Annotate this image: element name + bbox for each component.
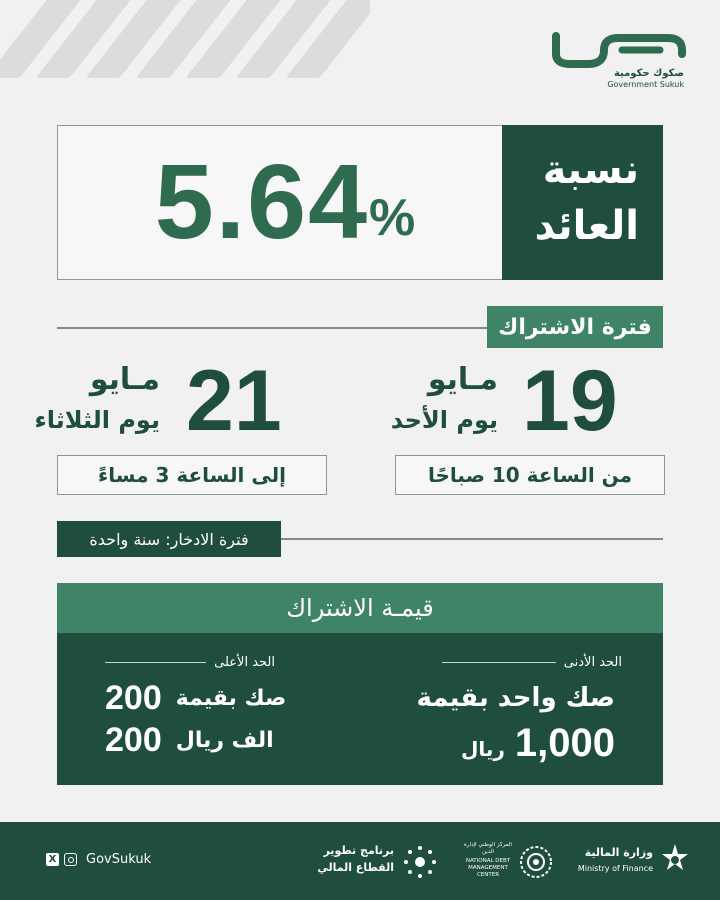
min-label-row <box>442 655 622 670</box>
mof-emblem-icon <box>657 842 693 878</box>
instagram-icon <box>64 853 77 866</box>
yield-label-line2: العائد <box>534 203 639 249</box>
min-unit: ريال <box>461 737 505 761</box>
subscription-value-title: قيمـة الاشتراك <box>57 583 663 633</box>
max-label-row <box>105 655 275 670</box>
start-time-box <box>395 455 665 495</box>
footer <box>0 822 720 900</box>
yield-percent: % <box>369 188 416 247</box>
yield-label-box <box>502 125 663 280</box>
max-line1 <box>105 679 286 718</box>
mof-logo <box>575 838 695 886</box>
mof-english: Ministry of Finance <box>577 864 653 873</box>
savings-period-badge: فترة الادخار: سنة واحدة <box>57 521 281 557</box>
max-label: الحد الأعلى <box>214 655 275 670</box>
ndmc-emblem-icon <box>518 844 554 880</box>
max-line2-text: الف ريال <box>175 728 274 753</box>
start-day: 19 <box>522 353 618 449</box>
fsdp-emblem-icon <box>402 844 438 880</box>
x-icon: X <box>46 853 59 866</box>
logo-english: Government Sukuk <box>607 80 684 89</box>
logo-arabic: صكوك حكومية <box>613 68 684 79</box>
divider-line <box>281 538 663 540</box>
yield-label-line1: نسبة <box>542 147 639 193</box>
end-time-box <box>57 455 327 495</box>
ndmc-english: NATIONAL DEBT MANAGEMENT CENTER <box>465 858 511 878</box>
max-line2 <box>105 721 274 760</box>
start-weekday: يوم الأحد <box>390 406 498 434</box>
social-handle[interactable] <box>46 852 151 867</box>
end-day: 21 <box>186 353 282 449</box>
sukuk-logo-icon <box>548 24 688 70</box>
fsdp-line1: برنامج تطوير <box>323 844 394 857</box>
yield-value <box>70 130 500 275</box>
end-month: مـايو <box>89 362 160 397</box>
subscription-period-title: فترة الاشتراك <box>487 306 663 348</box>
max-line2-number: 200 <box>105 721 162 759</box>
decorative-pattern <box>0 0 370 80</box>
max-line1-number: 200 <box>105 679 162 717</box>
min-amount-row <box>461 721 615 766</box>
government-sukuk-logo <box>548 24 688 94</box>
min-label: الحد الأدنى <box>563 655 622 670</box>
ndmc-logo <box>460 838 556 886</box>
mof-arabic: وزارة المالية <box>584 846 653 859</box>
min-line1: صك واحد بقيمة <box>416 683 615 713</box>
divider-line <box>57 327 487 329</box>
handle-text: GovSukuk <box>86 852 152 867</box>
fsdp-line2: القطاع المالي <box>317 861 394 874</box>
fsdp-logo <box>318 840 440 884</box>
start-time: من الساعة 10 صباحًا <box>427 463 633 487</box>
end-weekday: يوم الثلاثاء <box>34 406 160 434</box>
subscription-value-panel <box>57 633 663 785</box>
end-time: إلى الساعة 3 مساءً <box>98 463 286 487</box>
yield-number: 5.64 <box>154 143 370 261</box>
min-amount: 1,000 <box>514 721 615 765</box>
max-line1-text: صك بقيمة <box>175 686 287 711</box>
ndmc-arabic: المركز الوطني لإدارة الدين <box>464 842 512 855</box>
start-month: مـايو <box>427 362 498 397</box>
